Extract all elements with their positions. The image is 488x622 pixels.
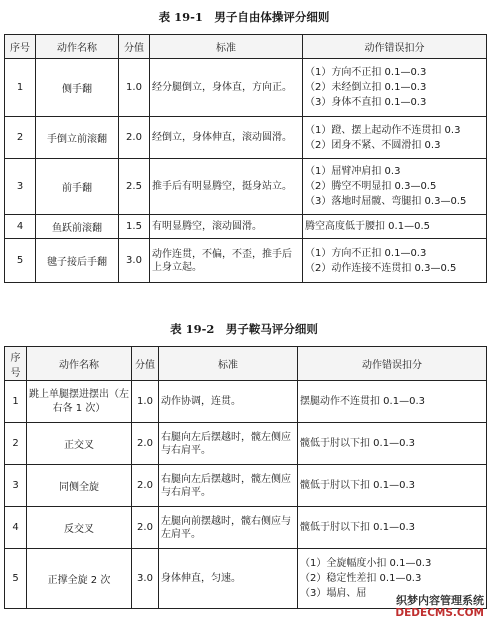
row-no: 5 (5, 239, 36, 283)
error-line: 摆腿动作不连贯扣 0.1—0.3 (300, 396, 425, 407)
table1 (4, 34, 487, 283)
table1-caption: 表 19-1 男子自由体操评分细则 (158, 10, 330, 24)
row-name: 侧手翻 (36, 59, 119, 117)
row-score: 3.0 (119, 239, 150, 283)
row-no: 1 (5, 381, 27, 423)
row-errors (303, 239, 487, 283)
error-line: （2）未经倒立扣 0.1—0.3 (305, 82, 427, 93)
table-row (5, 423, 487, 465)
error-line: （3）落地时屈髋、弯腿扣 0.3—0.5 (305, 196, 467, 207)
row-name: 鱼跃前滚翻 (36, 215, 119, 239)
table2 (4, 346, 487, 609)
header-standard: 标准 (150, 35, 303, 59)
row-standard: 动作协调，连贯。 (159, 381, 298, 423)
error-line: 髋低于肘以下扣 0.1—0.3 (300, 438, 415, 449)
row-score: 2.5 (119, 159, 150, 215)
row-errors (303, 159, 487, 215)
header-no: 序号 (5, 347, 27, 381)
row-errors (303, 59, 487, 117)
row-score: 1.0 (119, 59, 150, 117)
header-score: 分值 (119, 35, 150, 59)
row-standard: 有明显腾空，滚动圆滑。 (150, 215, 303, 239)
row-score: 2.0 (132, 423, 159, 465)
row-score: 3.0 (132, 549, 159, 609)
row-no: 4 (5, 507, 27, 549)
table-row (5, 239, 487, 283)
row-no: 3 (5, 159, 36, 215)
row-name: 跳上单腿摆进摆出（左右各 1 次） (27, 381, 132, 423)
table-row (5, 159, 487, 215)
row-standard: 右腿向左后摆越时，髋左侧应与右肩平。 (159, 423, 298, 465)
table-row (5, 465, 487, 507)
row-name: 手倒立前滚翻 (36, 117, 119, 159)
row-standard: 左腿向前摆越时，髋右侧应与左肩平。 (159, 507, 298, 549)
error-line: 髋低于肘以下扣 0.1—0.3 (300, 480, 415, 491)
row-name: 正交叉 (27, 423, 132, 465)
header-no: 序号 (5, 35, 36, 59)
table-row (5, 507, 487, 549)
row-score: 2.0 (132, 507, 159, 549)
row-errors (303, 117, 487, 159)
header-errors: 动作错误扣分 (298, 347, 487, 381)
row-standard: 右腿向左后摆越时，髋左侧应与右肩平。 (159, 465, 298, 507)
header-name: 动作名称 (36, 35, 119, 59)
row-name: 反交叉 (27, 507, 132, 549)
error-line: （1）蹬、摆上起动作不连贯扣 0.3 (305, 124, 461, 136)
row-no: 1 (5, 59, 36, 117)
watermark-line1: 织梦内容管理系统 (396, 594, 484, 607)
table1-header-row (5, 35, 487, 59)
row-name: 前手翻 (36, 159, 119, 215)
error-line: 髋低于肘以下扣 0.1—0.3 (300, 522, 415, 533)
row-standard: 经倒立，身体伸直，滚动圆滑。 (150, 117, 303, 159)
header-errors: 动作错误扣分 (303, 35, 487, 59)
row-standard: 经分腿倒立，身体直，方向正。 (150, 59, 303, 117)
table-row (5, 215, 487, 239)
row-no: 2 (5, 117, 36, 159)
row-errors (298, 465, 487, 507)
watermark (395, 594, 484, 620)
row-score: 2.0 (132, 465, 159, 507)
error-line: （1）方向不正扣 0.1—0.3 (305, 67, 427, 78)
header-name: 动作名称 (27, 347, 132, 381)
row-name: 正撑全旋 2 次 (27, 549, 132, 609)
watermark-line2: DEDECMS.COM (395, 607, 484, 619)
error-line: （3）身体不直扣 0.1—0.3 (305, 97, 427, 108)
row-errors (298, 423, 487, 465)
error-line: （2）动作连接不连贯扣 0.3—0.5 (305, 262, 457, 274)
table2-caption: 表 19-2 男子鞍马评分细则 (170, 322, 318, 336)
row-score: 1.0 (132, 381, 159, 423)
error-line: （1）方向不正扣 0.1—0.3 (305, 247, 427, 259)
row-no: 4 (5, 215, 36, 239)
table-row (5, 117, 487, 159)
row-standard: 推手后有明显腾空，挺身站立。 (150, 159, 303, 215)
table2-header-row (5, 347, 487, 381)
row-score: 2.0 (119, 117, 150, 159)
table-row (5, 59, 487, 117)
row-errors (298, 381, 487, 423)
header-score: 分值 (132, 347, 159, 381)
row-no: 5 (5, 549, 27, 609)
row-no: 2 (5, 423, 27, 465)
row-name: 同侧全旋 (27, 465, 132, 507)
row-standard: 身体伸直，匀速。 (159, 549, 298, 609)
error-line: （3）塌肩、屈 (300, 588, 367, 599)
row-name: 毽子接后手翻 (36, 239, 119, 283)
error-line: （2）团身不紧、不圆滑扣 0.3 (305, 139, 441, 151)
header-standard: 标准 (159, 347, 298, 381)
row-standard: 动作连贯，不偏，不歪，推手后上身立起。 (150, 239, 303, 283)
row-no: 3 (5, 465, 27, 507)
error-line: 腾空高度低于腰扣 0.1—0.5 (305, 221, 430, 232)
table-row (5, 381, 487, 423)
row-errors (303, 215, 487, 239)
error-line: （2）腾空不明显扣 0.3—0.5 (305, 181, 437, 192)
error-line: （2）稳定性差扣 0.1—0.3 (300, 573, 422, 584)
row-errors (298, 507, 487, 549)
error-line: （1）全旋幅度小扣 0.1—0.3 (300, 558, 432, 569)
error-line: （1）屈臂冲肩扣 0.3 (305, 166, 401, 177)
row-score: 1.5 (119, 215, 150, 239)
